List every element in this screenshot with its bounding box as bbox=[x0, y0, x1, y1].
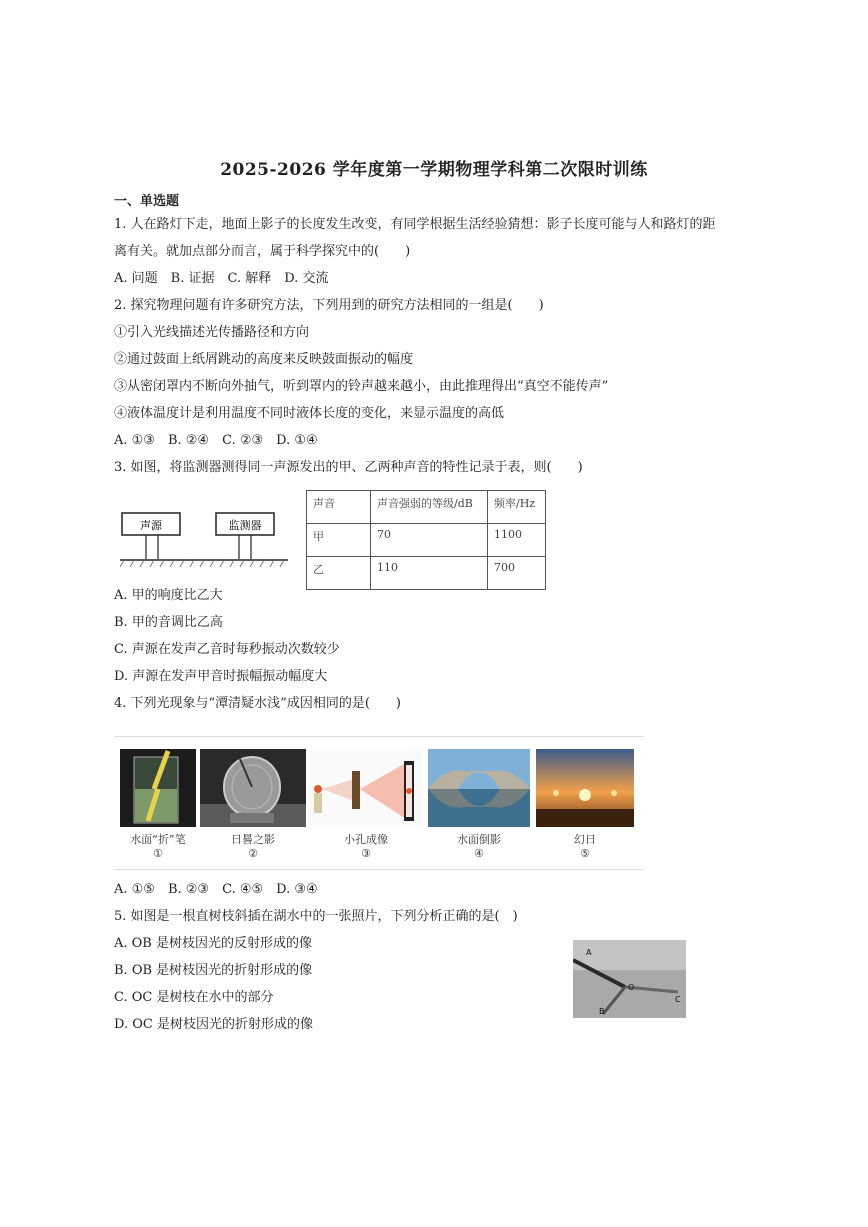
page-title: 2025-2026 学年度第一学期物理学科第二次限时训练 bbox=[220, 160, 648, 180]
sundial-image bbox=[200, 749, 306, 827]
q3-stem: 3. 如图，将监测器测得同一声源发出的甲、乙两种声音的特性记录于表，则( ) bbox=[114, 460, 583, 475]
image-caption: 日晷之影 bbox=[231, 833, 275, 846]
q3-option-c: C. 声源在发声乙音时每秒振动次数较少 bbox=[114, 642, 340, 657]
q2-stem: 2. 探究物理问题有许多研究方法，下列用到的研究方法相同的一组是( ) bbox=[114, 298, 544, 313]
image-caption: 水面“折”笔 bbox=[130, 833, 186, 846]
q5-option-c: C. OC 是树枝在水中的部分 bbox=[114, 990, 274, 1005]
bridge-reflection-image bbox=[428, 749, 530, 827]
q4-options: A. ①⑤ B. ②③ C. ④⑤ D. ③④ bbox=[114, 882, 318, 897]
sound-source-monitor-diagram bbox=[120, 505, 290, 575]
q5-stem: 5. 如图是一根直树枝斜插在湖水中的一张照片，下列分析正确的是( ) bbox=[114, 909, 518, 924]
sun-dog-image bbox=[536, 749, 634, 827]
q5-option-b: B. OB 是树枝因光的折射形成的像 bbox=[114, 963, 313, 978]
table-row bbox=[307, 557, 546, 590]
q2-item-2: ②通过鼓面上纸屑跳动的高度来反映鼓面振动的幅度 bbox=[114, 352, 414, 367]
table-cell: 乙 bbox=[307, 557, 371, 590]
q2-options: A. ①③ B. ②④ C. ②③ D. ①④ bbox=[114, 433, 318, 448]
q1-stem-line1: 1. 人在路灯下走，地面上影子的长度发生改变，有同学根据生活经验猜想：影子长度可能与人和路灯的距 bbox=[114, 217, 716, 232]
table-cell: 70 bbox=[371, 524, 488, 557]
table-header-row bbox=[307, 491, 546, 524]
light-phenomena-image-strip bbox=[114, 736, 644, 870]
pinhole-imaging-image bbox=[310, 749, 422, 827]
table-cell: 700 bbox=[488, 557, 546, 590]
label-a: A bbox=[586, 948, 592, 957]
image-number: ③ bbox=[361, 847, 371, 860]
table-cell: 1100 bbox=[488, 524, 546, 557]
table-cell: 110 bbox=[371, 557, 488, 590]
branch-in-water-photo bbox=[573, 940, 686, 1018]
q1-stem-line2: 离有关。就加点部分而言，属于科学探究中的( ) bbox=[114, 244, 411, 259]
image-caption: 小孔成像 bbox=[344, 833, 388, 846]
monitor-label: 监测器 bbox=[228, 519, 262, 532]
sound-characteristics-table bbox=[306, 490, 546, 590]
q2-item-3: ③从密闭罩内不断向外抽气，听到罩内的铃声越来越小，由此推理得出“真空不能传声” bbox=[114, 379, 609, 394]
table-row bbox=[307, 524, 546, 557]
q3-option-d: D. 声源在发声甲音时振幅振动幅度大 bbox=[114, 669, 328, 684]
image-number: ⑤ bbox=[580, 847, 590, 860]
q5-option-a: A. OB 是树枝因光的反射形成的像 bbox=[114, 936, 312, 951]
label-o: O bbox=[628, 983, 635, 992]
q5-option-d: D. OC 是树枝因光的折射形成的像 bbox=[114, 1017, 313, 1032]
table-cell: 甲 bbox=[307, 524, 371, 557]
q3-option-b: B. 甲的音调比乙高 bbox=[114, 615, 223, 630]
image-number: ② bbox=[248, 847, 258, 860]
label-c: C bbox=[675, 995, 681, 1004]
section-heading: 一、单选题 bbox=[114, 194, 180, 209]
sound-source-label: 声源 bbox=[140, 519, 162, 532]
image-number: ④ bbox=[474, 847, 484, 860]
q4-stem: 4. 下列光现象与“潭清疑水浅”成因相同的是( ) bbox=[114, 696, 401, 711]
image-caption: 幻日 bbox=[574, 833, 596, 846]
q1-options: A. 问题 B. 证据 C. 解释 D. 交流 bbox=[114, 271, 329, 286]
table-header-cell: 频率/Hz bbox=[488, 491, 546, 524]
label-b: B bbox=[599, 1007, 605, 1016]
q2-item-4: ④液体温度计是利用温度不同时液体长度的变化，来显示温度的高低 bbox=[114, 406, 505, 421]
image-caption: 水面倒影 bbox=[457, 833, 501, 846]
pencil-in-water-image bbox=[120, 749, 196, 827]
table-header-cell: 声音强弱的等级/dB bbox=[371, 491, 488, 524]
q3-option-a: A. 甲的响度比乙大 bbox=[114, 588, 223, 603]
image-number: ① bbox=[153, 847, 163, 860]
table-header-cell: 声音 bbox=[307, 491, 371, 524]
q2-item-1: ①引入光线描述光传播路径和方向 bbox=[114, 325, 310, 340]
